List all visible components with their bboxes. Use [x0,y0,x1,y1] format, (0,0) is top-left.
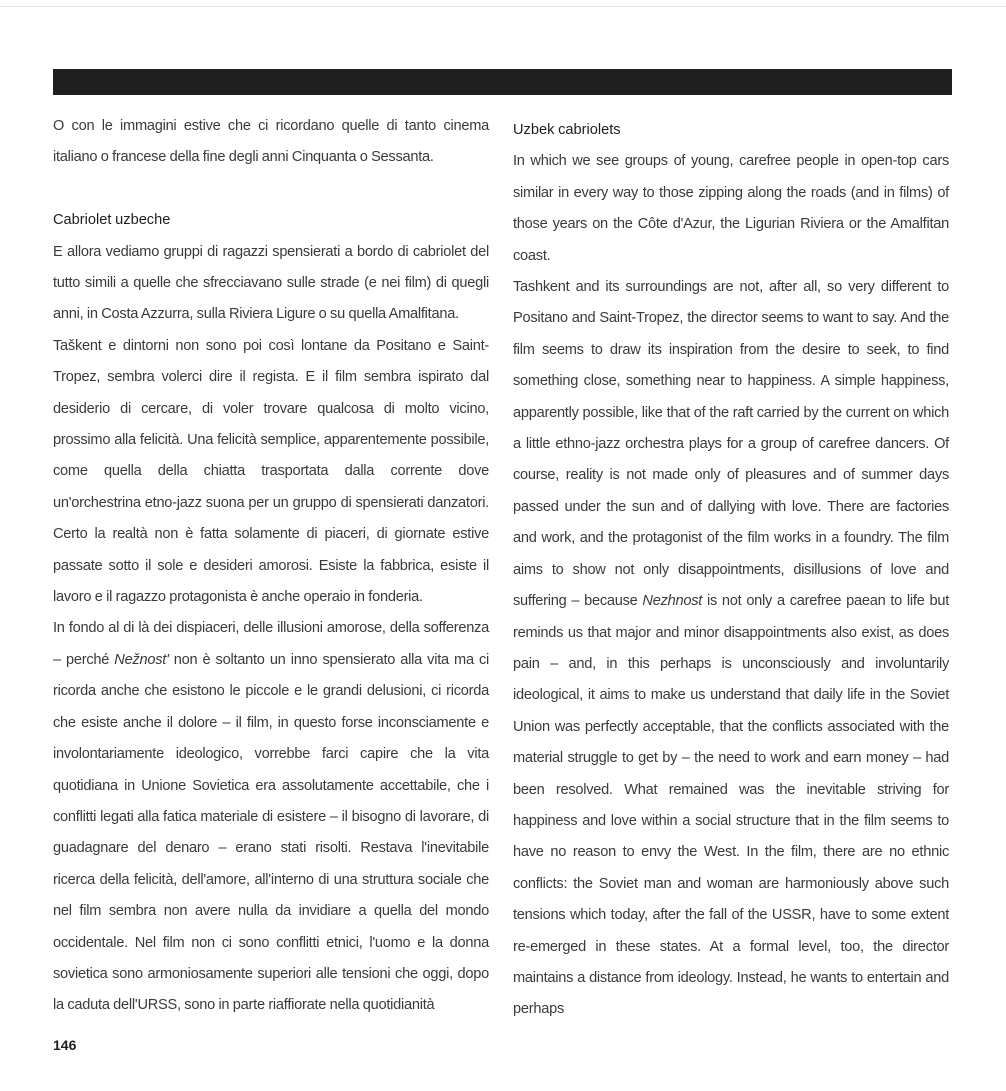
header-band [53,69,952,95]
film-title: Nezhnost [642,593,703,610]
english-column [513,111,949,1026]
paragraph-text: is not only a carefree paean to life but reminds us that major and minor disappointments also exist, as does pain – and, in this perhaps is unconsciously and involuntarily ideological, it aims to make us understand that daily life in the Soviet Union was perfectly acceptable, that the conflicts associated with the material struggle to get by – the need to work and earn money – had been resolved. What remained was the inevitable striving for happiness and love within a social structure that in the film seems to have no reason to envy the West. In the film, there are no ethnic conflicts: the Soviet man and woman are harmoniously above such tensions which today, after the fall of the USSR, have to some extent re-emerged in these states. At a formal level, too, the director maintains a distance from ideology. Instead, he wants to entertain and perhaps [513,593,950,1018]
film-title: Nežnost' [114,651,169,668]
spacer [53,174,489,205]
top-rule [0,6,1006,7]
paragraph: In which we see groups of young, carefree people in open-top cars similar in every way to those zipping along the roads (and in films) of those years on the Côte d'Azur, the Ligurian Riviera or the Amalfitan coast. [513,153,949,264]
italian-column [53,111,489,1022]
paragraph: Taškent e dintorni non sono poi così lontane da Positano e Saint-Tropez, sembra volerci dire il regista. E il film sembra ispirato dal desiderio di cercare, di voler trovare qualcosa di molto vicino, prossimo alla felicità. Una felicità semplice, apparentemente possibile, come quella della chiatta trasportata dalla corrente dove un'orchestrina etno-jazz suona per un gruppo di spensierati danzatori. Certo la realtà non è fatta solamente di piaceri, di giornate estive passate sotto il sole e desideri amorosi. Esiste la fabbrica, esiste il lavoro e il ragazzo protagonista è anche operaio in fonderia. [53,337,489,606]
paragraph-text: In fondo al di là dei dispiaceri, delle illusioni amorose, della sofferenza – perché [53,620,489,668]
section-heading: Cabriolet uzbeche [53,212,171,229]
paragraph [53,613,489,1021]
section-heading: Uzbek cabriolets [513,122,621,138]
paragraph-text: non è soltanto un inno spensierato alla vita ma ci ricorda anche che esistono le piccole e le grandi delusioni, ci ricorda che esiste anche il dolore – il film, in questo forse inconsciamente e involontariamente ideologico, vorrebbe farci capire che la vita quotidiana in Unione Sovietica era assolutamente accettabile, che i conflitti legati alla fatica materiale di esistere – il bisogno di lavorare, di guadagnare del denaro – erano stati risolti. Restava l'inevitabile ricerca della felicità, dell'amore, all'interno di una struttura sociale che nel film sembra non avere nulla da invidiare a quella del mondo occidentale. Nel film non ci sono conflitti etnici, l'uomo e la donna sovietica sono armoniosamente superiori alle tensioni che oggi, dopo la caduta dell'URSS, sono in parte riaffiorate nella quotidianità [53,651,489,1014]
paragraph [513,272,949,1026]
page-number: 146 [53,1037,77,1053]
paragraph-text: Tashkent and its surroundings are not, after all, so very different to Positano and Saint-Tropez, the director seems to want to say. And the film seems to draw its inspiration from the desire to seek, to find something close, something near to happiness. A simple happiness, apparently possible, like that of the raft carried by the current on which a little ethno-jazz orchestra plays for a group of carefree dancers. Of course, reality is not made only of pleasures and of summer days passed under the sun and of dallying with love. There are factories and work, and the protagonist of the film works in a foundry. The film aims to show not only disappointments, disillusions of love and suffering – because [513,279,949,610]
paragraph: E allora vediamo gruppi di ragazzi spensierati a bordo di cabriolet del tutto simili a quelle che sfrecciavano sulle strade (e nei film) di quegli anni, in Costa Azzurra, sulla Riviera Ligure o su quella Amalfitana. [53,243,489,323]
intro-paragraph: O con le immagini estive che ci ricordano quelle di tanto cinema italiano o francese della fine degli anni Cinquanta o Sessanta. [53,118,489,166]
